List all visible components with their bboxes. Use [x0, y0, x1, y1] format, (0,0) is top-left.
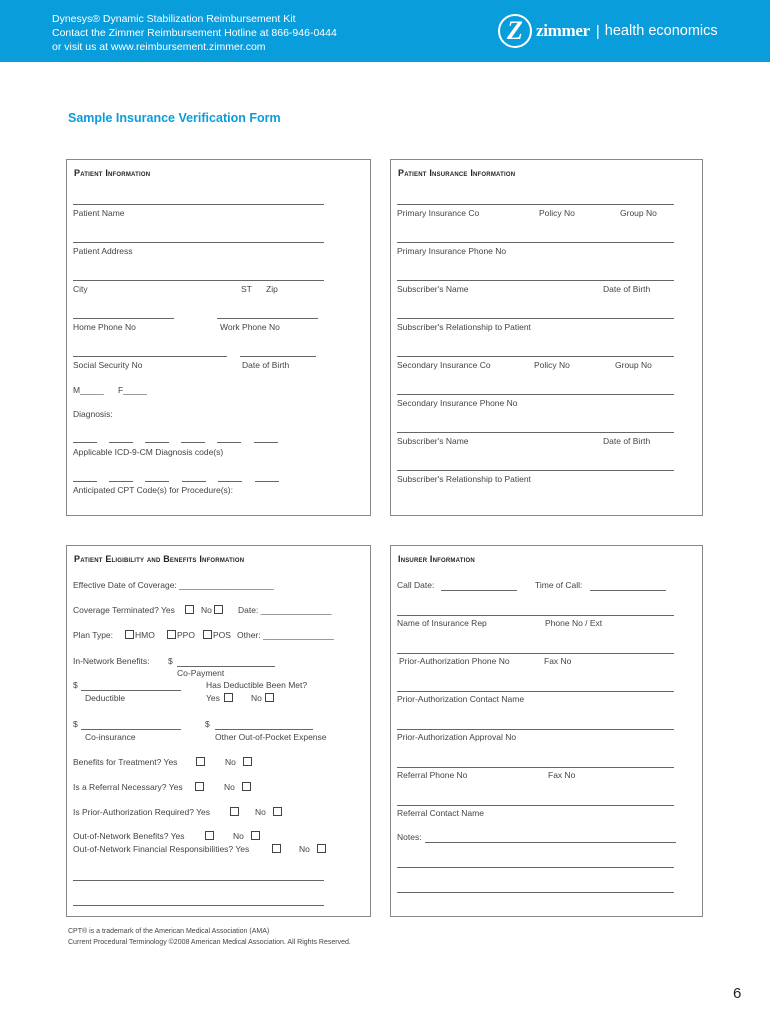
st-label: ST	[241, 284, 252, 294]
eligibility-notes-line-1[interactable]	[73, 880, 324, 881]
referral-necessary-label: Is a Referral Necessary? Yes	[73, 782, 183, 792]
pa-approval-label: Prior-Authorization Approval No	[397, 732, 517, 742]
logo-wordmark: zimmer	[536, 21, 590, 40]
cpt-trademark-text: CPT® is a trademark of the American Medical Association (AMA)	[68, 928, 270, 935]
deductible-met-yes-label: Yes	[206, 693, 220, 703]
pos-checkbox[interactable]	[203, 630, 212, 639]
zip-label: Zip	[266, 284, 278, 294]
primary-insurance-field[interactable]	[397, 204, 674, 205]
prior-auth-required-no-checkbox[interactable]	[273, 807, 282, 816]
oon-benefits-no-checkbox[interactable]	[251, 831, 260, 840]
icd-code-field-6[interactable]	[254, 442, 278, 443]
referral-fax-label: Fax No	[548, 770, 576, 780]
copay-dollar-sign: $	[168, 656, 173, 666]
home-phone-field[interactable]	[73, 318, 174, 319]
icd-code-field-1[interactable]	[73, 442, 97, 443]
notes-field-line-3[interactable]	[397, 892, 674, 893]
cpt-codes-label: Anticipated CPT Code(s) for Procedure(s):	[73, 485, 233, 495]
notes-field-line-1[interactable]	[425, 842, 676, 843]
cpt-code-field-5[interactable]	[218, 481, 242, 482]
oon-benefits-no-label: No	[233, 831, 244, 841]
secondary-relationship-field[interactable]	[397, 470, 674, 471]
dob-label: Date of Birth	[242, 360, 290, 370]
ppo-label: PPO	[177, 630, 195, 640]
section-heading: Patient Information	[74, 168, 151, 178]
primary-phone-label: Primary Insurance Phone No	[397, 246, 507, 256]
coinsurance-dollar-sign: $	[73, 719, 78, 729]
deductible-met-no-label: No	[251, 693, 262, 703]
relationship-field[interactable]	[397, 318, 674, 319]
primary-insurance-co-label: Primary Insurance Co	[397, 208, 480, 218]
rep-name-field[interactable]	[397, 615, 674, 616]
kit-title: Dynesys® Dynamic Stabilization Reimbursement Kit	[52, 13, 296, 25]
referral-contact-field[interactable]	[397, 805, 674, 806]
cpt-copyright-text: Current Procedural Terminology ©2008 American Medical Association. All Rights Reserved.	[68, 939, 351, 946]
subscriber-name-label: Subscriber's Name	[397, 284, 469, 294]
secondary-relationship-label: Subscriber's Relationship to Patient	[397, 474, 531, 484]
insurer-information-section	[390, 545, 703, 917]
cpt-code-field-4[interactable]	[182, 481, 206, 482]
cpt-code-field-2[interactable]	[109, 481, 133, 482]
ssn-label: Social Security No	[73, 360, 143, 370]
referral-contact-label: Referral Contact Name	[397, 808, 484, 818]
hmo-checkbox[interactable]	[125, 630, 134, 639]
home-phone-label: Home Phone No	[73, 322, 136, 332]
zimmer-logo	[498, 13, 718, 49]
page-title: Sample Insurance Verification Form	[68, 111, 281, 125]
benefits-treatment-no-label: No	[225, 757, 236, 767]
cpt-code-field-3[interactable]	[145, 481, 169, 482]
deductible-met-no-checkbox[interactable]	[265, 693, 274, 702]
oon-benefits-label: Out-of-Network Benefits? Yes	[73, 831, 185, 841]
section-heading: Patient Insurance Information	[398, 168, 516, 178]
in-network-benefits-label: In-Network Benefits:	[73, 656, 150, 666]
pa-phone-field[interactable]	[397, 653, 674, 654]
icd-code-field-2[interactable]	[109, 442, 133, 443]
plan-type-label: Plan Type:	[73, 630, 114, 640]
hotline-text: Contact the Zimmer Reimbursement Hotline at 866-946-0444	[52, 27, 337, 39]
call-date-label: Call Date:	[397, 580, 435, 590]
coverage-terminated-no-label: No	[201, 605, 212, 615]
coverage-terminated-yes-checkbox[interactable]	[185, 605, 194, 614]
dob-field[interactable]	[240, 356, 316, 357]
notes-field-line-2[interactable]	[397, 867, 674, 868]
subscriber-dob-label: Date of Birth	[603, 284, 651, 294]
referral-necessary-yes-checkbox[interactable]	[195, 782, 204, 791]
primary-phone-field[interactable]	[397, 242, 674, 243]
oon-financial-label: Out-of-Network Financial Responsibilities? Yes	[73, 844, 250, 854]
rep-name-label: Name of Insurance Rep	[397, 618, 487, 628]
pa-contact-field[interactable]	[397, 691, 674, 692]
prior-auth-required-label: Is Prior-Authorization Required? Yes	[73, 807, 211, 817]
icd-code-field-4[interactable]	[181, 442, 205, 443]
gender-female-field[interactable]: F_____	[118, 385, 147, 395]
secondary-subscriber-name-field[interactable]	[397, 432, 674, 433]
city-st-zip-field[interactable]	[73, 280, 324, 281]
secondary-insurance-co-label: Secondary Insurance Co	[397, 360, 491, 370]
secondary-phone-label: Secondary Insurance Phone No	[397, 398, 518, 408]
copyright-footnote	[68, 926, 351, 948]
pos-label: POS	[213, 630, 231, 640]
referral-necessary-no-label: No	[224, 782, 235, 792]
header-banner	[0, 0, 770, 62]
icd-codes-label: Applicable ICD-9-CM Diagnosis code(s)	[73, 447, 224, 457]
deductible-label: Deductible	[85, 693, 126, 703]
oon-financial-no-checkbox[interactable]	[317, 844, 326, 853]
other-plan-field[interactable]: Other: _______________	[237, 630, 334, 640]
deductible-dollar-sign: $	[73, 680, 78, 690]
phone-ext-label: Phone No / Ext	[545, 618, 603, 628]
eligibility-benefits-section	[66, 545, 371, 917]
coinsurance-label: Co-insurance	[85, 732, 136, 742]
city-label: City	[73, 284, 88, 294]
referral-phone-field[interactable]	[397, 767, 674, 768]
deductible-met-yes-checkbox[interactable]	[224, 693, 233, 702]
oon-benefits-yes-checkbox[interactable]	[205, 831, 214, 840]
page-number: 6	[733, 985, 742, 1002]
gender-male-field[interactable]: M_____	[73, 385, 104, 395]
hmo-label: HMO	[135, 630, 155, 640]
patient-name-label: Patient Name	[73, 208, 125, 218]
work-phone-label: Work Phone No	[220, 322, 280, 332]
section-heading: Insurer Information	[398, 554, 475, 564]
other-oop-dollar-sign: $	[205, 719, 210, 729]
work-phone-field[interactable]	[217, 318, 318, 319]
cpt-code-field-6[interactable]	[255, 481, 279, 482]
prior-auth-required-no-label: No	[255, 807, 266, 817]
eligibility-notes-line-2[interactable]	[73, 905, 324, 906]
notes-label: Notes:	[397, 832, 422, 842]
prior-auth-required-yes-checkbox[interactable]	[230, 807, 239, 816]
time-of-call-field[interactable]	[590, 590, 666, 591]
secondary-phone-field[interactable]	[397, 394, 674, 395]
cpt-code-field-1[interactable]	[73, 481, 97, 482]
termination-date-field[interactable]: Date: _______________	[238, 605, 332, 615]
patient-address-field[interactable]	[73, 242, 324, 243]
referral-phone-label: Referral Phone No	[397, 770, 468, 780]
pa-contact-label: Prior-Authorization Contact Name	[397, 694, 525, 704]
header-text	[52, 12, 337, 54]
pa-approval-field[interactable]	[397, 729, 674, 730]
section-heading: Patient Eligibility and Benefits Information	[74, 554, 245, 564]
patient-information-section	[66, 159, 371, 516]
coinsurance-field[interactable]	[81, 729, 181, 730]
benefits-treatment-label: Benefits for Treatment? Yes	[73, 757, 178, 767]
patient-name-field[interactable]	[73, 204, 324, 205]
zimmer-z-icon: Z	[498, 14, 532, 48]
policy-no-label: Policy No	[539, 208, 575, 218]
deductible-met-label: Has Deductible Been Met?	[206, 680, 308, 690]
relationship-label: Subscriber's Relationship to Patient	[397, 322, 531, 332]
call-date-field[interactable]	[441, 590, 517, 591]
deductible-field[interactable]	[81, 690, 181, 691]
secondary-subscriber-name-label: Subscriber's Name	[397, 436, 469, 446]
coverage-terminated-label: Coverage Terminated? Yes	[73, 605, 175, 615]
other-oop-field[interactable]	[215, 729, 313, 730]
pa-fax-label: Fax No	[544, 656, 572, 666]
benefits-treatment-yes-checkbox[interactable]	[196, 757, 205, 766]
effective-date-field[interactable]: Effective Date of Coverage: ____________________	[73, 580, 274, 590]
diagnosis-label: Diagnosis:	[73, 409, 113, 419]
ssn-field[interactable]	[73, 356, 227, 357]
ppo-checkbox[interactable]	[167, 630, 176, 639]
oon-financial-no-label: No	[299, 844, 310, 854]
other-oop-label: Other Out-of-Pocket Expense	[215, 732, 327, 742]
secondary-subscriber-dob-label: Date of Birth	[603, 436, 651, 446]
icd-code-field-3[interactable]	[145, 442, 169, 443]
copayment-label: Co-Payment	[177, 668, 225, 678]
secondary-policy-no-label: Policy No	[534, 360, 570, 370]
secondary-insurance-field[interactable]	[397, 356, 674, 357]
oon-financial-yes-checkbox[interactable]	[272, 844, 281, 853]
website-text: or visit us at www.reimbursement.zimmer.com	[52, 41, 266, 53]
logo-separator: |	[595, 22, 600, 40]
group-no-label: Group No	[620, 208, 657, 218]
pa-phone-label: Prior-Authorization Phone No	[399, 656, 510, 666]
time-of-call-label: Time of Call:	[535, 580, 583, 590]
secondary-group-no-label: Group No	[615, 360, 652, 370]
logo-subtitle: health economics	[604, 23, 718, 39]
coverage-terminated-no-checkbox[interactable]	[214, 605, 223, 614]
referral-necessary-no-checkbox[interactable]	[242, 782, 251, 791]
icd-code-field-5[interactable]	[217, 442, 241, 443]
copayment-field[interactable]	[177, 666, 275, 667]
benefits-treatment-no-checkbox[interactable]	[243, 757, 252, 766]
subscriber-name-field[interactable]	[397, 280, 674, 281]
patient-address-label: Patient Address	[73, 246, 133, 256]
patient-insurance-section	[390, 159, 703, 516]
